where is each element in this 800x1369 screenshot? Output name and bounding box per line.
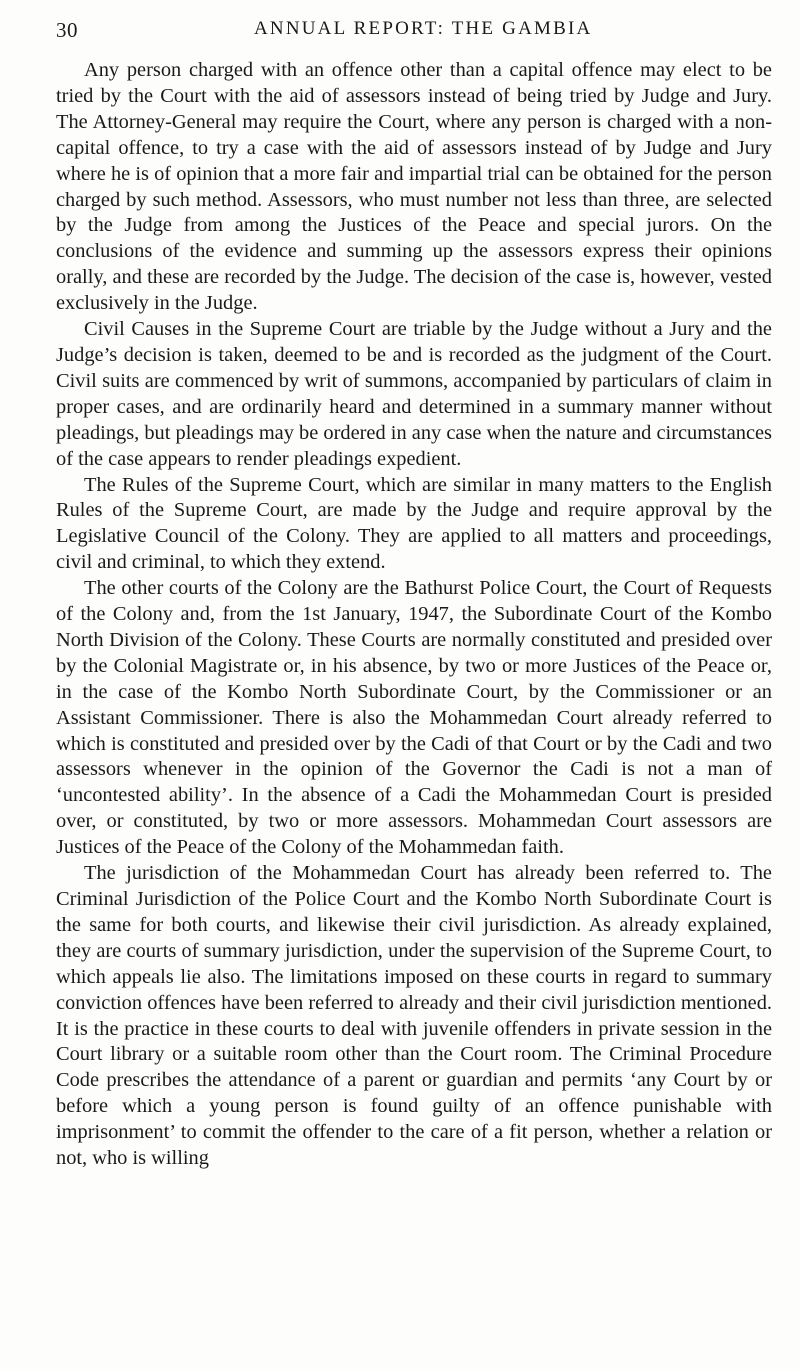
paragraph-other-courts: The other courts of the Colony are the Bathurst Police Court, the Court of Requests of the Colony and, from the 1st January, 1947, the Subordinate Court of the Kombo North Division of the Colony. These Courts are normally constituted and presided over by the Colonial Magistrate or, in his absence, by two or more Justices of the Peace or, in the case of the Kombo North Subordinate Court, by the Commissioner or an Assistant Commissioner. There is also the Mohammedan Court already referred to which is constituted and presided over by the Cadi of that Court or by the Cadi and two assessors whenever in the opinion of the Governor the Cadi is not a man of ‘uncontested ability’. In the absence of a Cadi the Mohammedan Court is presided over, or constituted, by two or more assessors. Mohammedan Court assessors are Justices of the Peace of the Colony of the Mohammedan faith. [56,577,772,859]
running-title: ANNUAL REPORT: THE GAMBIA [254,18,593,39]
page-number: 30 [56,18,78,42]
paragraph-assessors: Any person charged with an offence other than a capital offence may elect to be tried by the Court with the aid of assessors instead of being tried by Judge and Jury. The Attorney-General may require the Court, where any person is charged with a non-capital offence, to try a case with the aid of assessors instead of by Judge and Jury where he is of opinion that a more fair and impartial trial can be obtained for the person charged by such method. Assessors, who must number not less than three, are selected by the Judge from among the Justices of the Peace and special jurors. On the conclusions of the evidence and summing up the assessors express their opinions orally, and these are recorded by the Judge. The decision of the case is, however, vested exclusively in the Judge. [56,59,772,315]
paragraph-rules-supreme-court: The Rules of the Supreme Court, which are similar in many matters to the English Rules of the Supreme Court, are made by the Judge and require approval by the Legislative Council of the Colony. They are applied to all matters and proceedings, civil and criminal, to which they extend. [56,473,772,574]
paragraph-jurisdiction: The jurisdiction of the Mohammedan Court has already been referred to. The Criminal Jurisdiction of the Police Court and the Kombo North Subordinate Court is the same for both courts, and likewise their civil jurisdiction. As already explained, they are courts of summary jurisdiction, under the supervision of the Supreme Court, to which appeals lie also. The limitations imposed on these courts in regard to summary conviction offences have been referred to already and their civil jurisdiction mentioned. It is the practice in these courts to deal with juvenile offenders in private session in the Court library or a suitable room other than the Court room. The Criminal Procedure Code prescribes the attendance of a parent or guardian and permits ‘any Court by or before which a young person is found guilty of an offence punishable with imprisonment’ to commit the offender to the care of a fit person, whether a relation or not, who is willing [56,862,772,1170]
paragraph-civil-causes: Civil Causes in the Supreme Court are triable by the Judge without a Jury and the Judge’s decision is taken, deemed to be and is recorded as the judgment of the Court. Civil suits are commenced by writ of summons, accompanied by particulars of claim in proper cases, and are ordinarily heard and determined in a summary manner without pleadings, but pleadings may be ordered in any case when the nature and circumstances of the case appears to render pleadings expedient. [56,318,772,470]
running-header [56,16,756,48]
body-text [56,58,772,1172]
